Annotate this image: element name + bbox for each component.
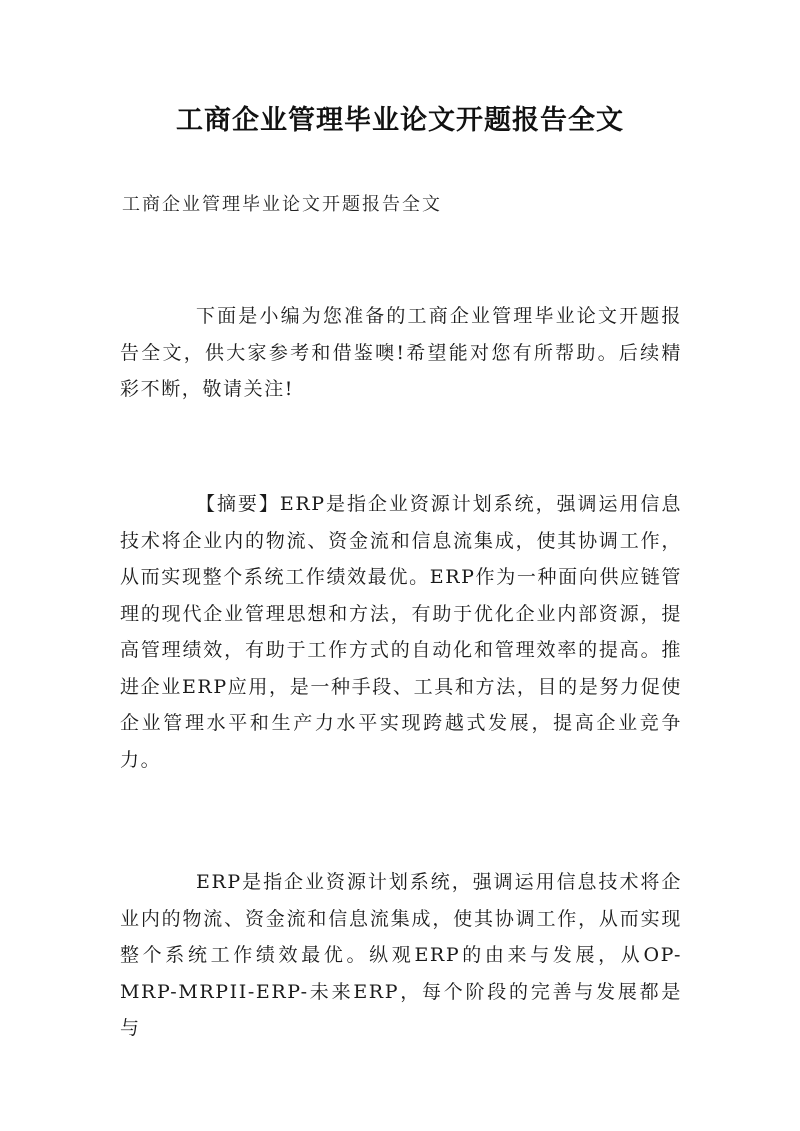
abstract-paragraph: 【摘要】ERP是指企业资源计划系统，强调运用信息技术将企业内的物流、资金流和信息流集成，使其协调工作，从而实现整个系统工作绩效最优。ERP作为一种面向供应链管理的现代企业管理思想和方法，有助于优化企业内部资源，提高管理绩效，有助于工作方式的自动化和管理效率的提高。推进企业ERP应用，是一种手段、工具和方法，目的是努力促使企业管理水平和生产力水平实现跨越式发展，提高企业竞争力。 (120, 493, 682, 771)
document-subtitle: 工商企业管理毕业论文开题报告全文 (122, 194, 442, 215)
document-title: 工商企业管理毕业论文开题报告全文 (176, 105, 624, 136)
body-paragraph: ERP是指企业资源计划系统，强调运用信息技术将企业内的物流、资金流和信息流集成，使其协调工作，从而实现整个系统工作绩效最优。纵观ERP的由来与发展，从OP-MRP-MRPII-ERP-未来ERP，每个阶段的完善与发展都是与 (120, 871, 682, 1039)
intro-paragraph: 下面是小编为您准备的工商企业管理毕业论文开题报告全文，供大家参考和借鉴噢!希望能对您有所帮助。后续精彩不断，敬请关注! (120, 305, 682, 400)
